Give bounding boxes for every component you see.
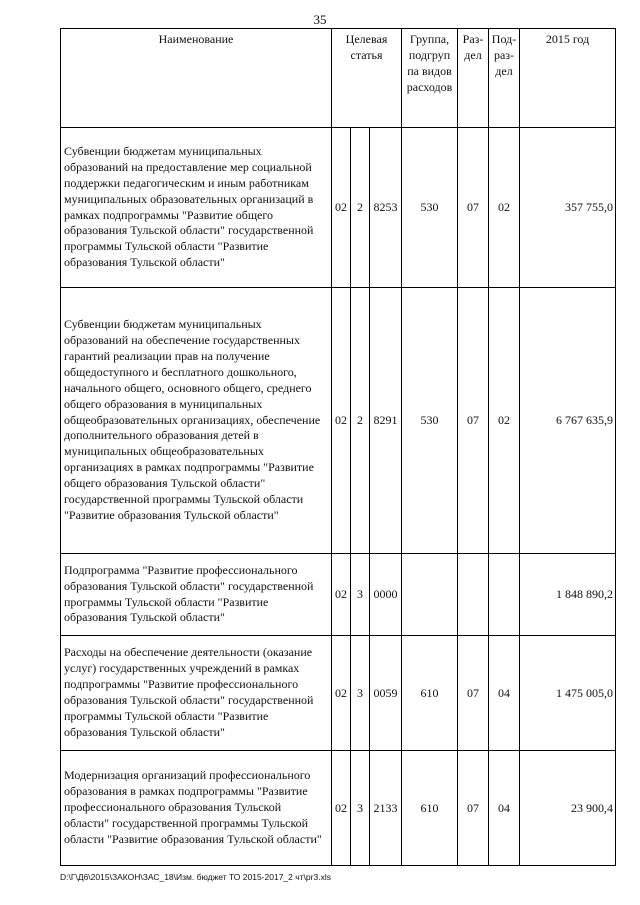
row-name: Субвенции бюджетам муниципальных образований на обеспечение государственных гарантий реализации прав на получение общедоступного и бесплатного дошкольного, начального общего, основного общего, среднего общего образования в муниципальных общеобразовательных организациях, обеспечение дополнительного образования детей в муниципальных общеобразовательных организациях в рамках подпрограммы "Развитие общего образования Тульской области" государственной программы Тульской области "Развитие образования Тульской области": [61, 288, 332, 554]
row-code-b: 3: [351, 636, 370, 751]
row-name: Расходы на обеспечение деятельности (оказание услуг) государственных учреждений в рамках подпрограммы "Развитие профессионального образования Тульской области" государственной программы Тульской области "Развитие образования Тульской области": [61, 636, 332, 751]
row-code-a: 02: [332, 288, 351, 554]
header-subsection: Под- раз- дел: [489, 29, 520, 128]
row-amount: 1 475 005,0: [520, 636, 616, 751]
row-subsection: 04: [489, 751, 520, 866]
row-code-a: 02: [332, 751, 351, 866]
row-group: 530: [402, 288, 458, 554]
row-code-b: 3: [351, 554, 370, 636]
row-amount: 6 767 635,9: [520, 288, 616, 554]
row-code-c: 8291: [370, 288, 402, 554]
row-code-a: 02: [332, 554, 351, 636]
row-section: 07: [458, 288, 489, 554]
table-row: [61, 288, 616, 554]
row-group: [402, 554, 458, 636]
row-code-b: 2: [351, 128, 370, 288]
header-target: Целевая статья: [332, 29, 402, 128]
row-amount: 1 848 890,2: [520, 554, 616, 636]
row-subsection: 04: [489, 636, 520, 751]
row-section: [458, 554, 489, 636]
row-code-c: 0000: [370, 554, 402, 636]
header-name: Наименование: [61, 29, 332, 128]
row-subsection: 02: [489, 128, 520, 288]
row-name: Модернизация организаций профессионального образования в рамках подпрограммы "Развитие профессионального образования Тульской области" государственной программы Тульской области "Развитие образования Тульской области": [61, 751, 332, 866]
row-code-c: 0059: [370, 636, 402, 751]
row-subsection: [489, 554, 520, 636]
row-subsection: 02: [489, 288, 520, 554]
file-path-footer: D:\Г\Д6\2015\ЗАКОН\ЗАС_18\Изм. бюджет ТО 2015-2017_2 чт\pr3.xls: [60, 872, 331, 882]
row-section: 07: [458, 128, 489, 288]
row-group: 610: [402, 636, 458, 751]
row-amount: 23 900,4: [520, 751, 616, 866]
row-code-b: 3: [351, 751, 370, 866]
row-name: Субвенции бюджетам муниципальных образований на предоставление мер социальной поддержки педагогическим и иным работникам муниципальных образовательных организаций в рамках подпрограммы "Развитие общего образования Тульской области" государственной программы Тульской области "Развитие образования Тульской области": [61, 128, 332, 288]
table-row: [61, 751, 616, 866]
table-row: [61, 554, 616, 636]
header-row: [61, 29, 616, 128]
budget-table: [60, 28, 616, 866]
row-group: 530: [402, 128, 458, 288]
header-section: Раз- дел: [458, 29, 489, 128]
row-group: 610: [402, 751, 458, 866]
page-number: 35: [313, 12, 327, 27]
table-row: [61, 636, 616, 751]
header-group: Группа, подгруп па видов расходов: [402, 29, 458, 128]
row-code-a: 02: [332, 636, 351, 751]
row-section: 07: [458, 636, 489, 751]
row-name: Подпрограмма "Развитие профессионального образования Тульской области" государственной программы Тульской области "Развитие образования Тульской области": [61, 554, 332, 636]
row-code-c: 8253: [370, 128, 402, 288]
header-year: 2015 год: [520, 29, 616, 128]
row-amount: 357 755,0: [520, 128, 616, 288]
table-row: [61, 128, 616, 288]
row-code-a: 02: [332, 128, 351, 288]
row-code-b: 2: [351, 288, 370, 554]
row-section: 07: [458, 751, 489, 866]
row-code-c: 2133: [370, 751, 402, 866]
